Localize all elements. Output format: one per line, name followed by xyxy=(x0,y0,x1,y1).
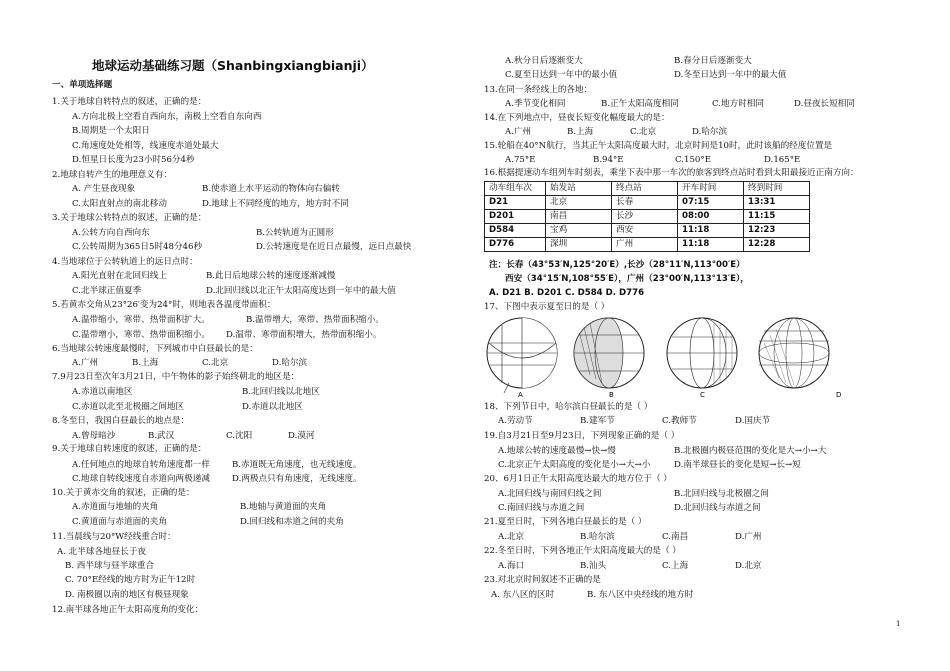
question-3: 3.关于地球公转特点的叙述，正确的是： xyxy=(52,213,207,223)
table-cell: 12:28 xyxy=(744,238,810,252)
q7-option-b: B.北回归线以北地区 xyxy=(242,387,320,397)
q4-option-d: D.北回归线以北正午太阳高度达到一年中的最大值 xyxy=(206,286,396,296)
table-cell: 08:00 xyxy=(678,210,744,224)
table-header: 终点站 xyxy=(612,182,678,196)
q6-option-a: A.广州 xyxy=(72,358,99,368)
q14-option-b: B.上海 xyxy=(567,127,594,137)
q15-option-a: A.75°E xyxy=(505,155,536,165)
q20-option-c: C.南回归线与赤道之间 xyxy=(498,503,585,513)
question-23: 23.对北京时间叙述不正确的是 xyxy=(484,575,601,585)
question-15: 15.轮船在40°N航行，当其正午太阳高度最大时，北京时间是10时，此时该船的经度位置是 xyxy=(484,141,833,151)
table-header: 始发站 xyxy=(546,182,612,196)
q12-option-c: C.夏至日达到一年中的最小值 xyxy=(505,70,618,80)
train-schedule-table xyxy=(484,181,810,252)
globe-c xyxy=(667,318,737,398)
table-cell: 长春 xyxy=(612,196,678,210)
q13-option-d: D.昼夜长短相同 xyxy=(794,99,855,109)
page-title: 地球运动基础练习题（Shanbingxiangbianji） xyxy=(92,58,374,73)
table-header: 开车时间 xyxy=(678,182,744,196)
table-cell: 广州 xyxy=(612,238,678,252)
q10-option-a: A.赤道面与地轴的夹角 xyxy=(72,502,159,512)
globe-b xyxy=(574,318,644,398)
table-cell: D776 xyxy=(485,238,546,252)
table-cell: 宝鸡 xyxy=(546,224,612,238)
q21-option-d: D.广州 xyxy=(735,532,762,542)
question-7: 7.9月23日至次年3月21日，中午物体的影子始终朝北的地区是： xyxy=(52,372,300,382)
question-5: 5.若黄赤交角从23°26′变为24°时，则地表各温度带面积： xyxy=(52,300,276,310)
question-12: 12.南半球各地正午太阳高度角的变化： xyxy=(52,605,204,615)
q6-option-c: C.北京 xyxy=(202,358,229,368)
globe-label-a: A xyxy=(518,391,523,398)
q3-option-a: A.公转方向自西向东 xyxy=(72,228,150,238)
q19-option-b: B.北极圈内极昼范围的变化是大→小→大 xyxy=(674,446,827,456)
q11-option-c: C. 70°E经线的地方时为正午12时 xyxy=(65,575,196,585)
table-cell: 11:18 xyxy=(678,238,744,252)
q1-option-a: A.方向北极上空看自西向东，南极上空看自东向西 xyxy=(72,112,262,122)
question-6: 6.当地球公转速度最慢时，下列城市中白昼最长的是： xyxy=(52,344,258,354)
question-22: 22.冬至日时，下列各地正午太阳高度最大的是（ ） xyxy=(484,546,681,556)
q15-option-b: B.94°E xyxy=(593,155,624,165)
globe-d xyxy=(759,318,841,398)
table-cell: 11:15 xyxy=(744,210,810,224)
globes-figure xyxy=(484,313,864,398)
question-4: 4.当地球位于公转轨道上的远日点时： xyxy=(52,257,198,267)
q7-option-a: A.赤道以南地区 xyxy=(72,387,133,397)
section-heading: 一、单项选择题 xyxy=(52,80,113,90)
q3-option-d: D.公转速度是在近日点最慢，远日点最快 xyxy=(256,242,412,252)
q7-option-d: D.赤道以北地区 xyxy=(242,402,303,412)
question-11: 11.当晨线与20°W经线重合时： xyxy=(52,532,176,542)
globe-label-b: B xyxy=(609,391,614,398)
q2-option-d: D.地球上不同经度的地方，地方时不同 xyxy=(202,199,349,209)
q5-option-d: D.温带、寒带面积增大，热带面积缩小。 xyxy=(226,330,382,340)
table-cell: 西安 xyxy=(612,224,678,238)
q9-option-d: D.两极点只有角速度，无线速度。 xyxy=(232,474,362,484)
q13-option-c: C.地方时相同 xyxy=(712,99,764,109)
q5-option-c: C.温带增小，寒带、热带面积缩小。 xyxy=(72,330,210,340)
q23-option-a: A. 东八区的区时 xyxy=(491,590,555,600)
q1-option-c: C.角速度处处相等，线速度赤道处最大 xyxy=(72,141,219,151)
q20-option-b: B.北回归线与北极圈之间 xyxy=(674,489,769,499)
table-row xyxy=(485,238,810,252)
globe-label-c: C xyxy=(700,391,705,398)
question-2: 2.地球自转产生的地理意义有： xyxy=(52,170,172,180)
q16-options: A. D21 B. D201 C. D584 D. D776 xyxy=(489,288,645,298)
q12-option-d: D.冬至日达到一年中的最大值 xyxy=(674,70,787,80)
q21-option-b: B.哈尔滨 xyxy=(580,532,615,542)
q8-option-d: D.漠河 xyxy=(288,431,315,441)
table-cell: D201 xyxy=(485,210,546,224)
question-9: 9.关于地球自转速度的叙述，正确的是： xyxy=(52,444,207,454)
table-header: 动车组车次 xyxy=(485,182,546,196)
table-row xyxy=(485,210,810,224)
q10-option-b: B.地轴与黄道面的夹角 xyxy=(240,502,327,512)
q22-option-c: C.上海 xyxy=(662,561,689,571)
table-cell: 深圳 xyxy=(546,238,612,252)
q18-option-d: D.国庆节 xyxy=(735,416,771,426)
q9-option-c: C.地球自转线速度自赤道向两极递减 xyxy=(72,474,210,484)
q12-option-b: B.春分日后逐渐变大 xyxy=(674,56,752,66)
q5-option-a: A.温带缩小，寒带、热带面积扩大。 xyxy=(72,315,210,325)
q7-option-c: C.赤道以北至北极圈之间地区 xyxy=(72,402,185,412)
q12-option-a: A.秋分日后逐渐变大 xyxy=(505,56,583,66)
q14-option-a: A.广州 xyxy=(505,127,532,137)
q22-option-d: D.北京 xyxy=(735,561,762,571)
question-8: 8.冬至日，我国白昼最长的地点是： xyxy=(52,416,190,426)
q8-option-b: B.武汉 xyxy=(148,431,175,441)
q4-option-b: B.此日后地球公转的速度逐渐减慢 xyxy=(206,271,336,281)
question-21: 21.夏至日时，下列各地白昼最长的是（ ） xyxy=(484,517,647,527)
question-19: 19.自3月21日至9月23日，下列现象正确的是（ ） xyxy=(484,431,680,441)
q20-option-d: D.北回归线与赤道之间 xyxy=(674,503,761,513)
q21-option-c: C.南昌 xyxy=(662,532,689,542)
q19-option-c: C.北京正午太阳高度的变化是小→大→小 xyxy=(498,460,651,470)
question-10: 10.关于黄赤交角的叙述，正确的是： xyxy=(52,488,195,498)
table-cell: 长沙 xyxy=(612,210,678,224)
globe-a xyxy=(487,318,557,398)
table-cell: 11:18 xyxy=(678,224,744,238)
question-17: 17、下图中表示夏至日的是（ ） xyxy=(484,302,610,312)
q2-option-b: B.使赤道上水平运动的物体向右偏转 xyxy=(202,184,340,194)
q11-option-d: D. 南极圈以南的地区有极昼现象 xyxy=(65,590,189,600)
question-16: 16.根据提速动车组列车时刻表，乘坐下表中那一车次的旅客到终点站时看到太阳最接近正南方向： xyxy=(484,168,859,178)
q15-option-c: C.150°E xyxy=(675,155,711,165)
q18-option-b: B.建军节 xyxy=(580,416,615,426)
table-cell: D584 xyxy=(485,224,546,238)
q10-option-d: D.回归线和赤道之间的夹角 xyxy=(240,517,344,527)
globe-label-d: D xyxy=(836,391,842,398)
q9-option-a: A.任何地点的地球自转角速度都一样 xyxy=(72,460,210,470)
q15-option-d: D.165°E xyxy=(764,155,801,165)
q13-option-b: B.正午太阳高度相同 xyxy=(601,99,679,109)
q18-option-c: C.教师节 xyxy=(662,416,697,426)
q14-option-d: D.哈尔滨 xyxy=(692,127,728,137)
q4-option-c: C.北半球正值夏季 xyxy=(72,286,142,296)
q3-option-b: B.公转轨道为正圆形 xyxy=(256,228,334,238)
q1-option-b: B.周期是一个太阳日 xyxy=(72,126,150,136)
question-13: 13.在同一条经线上的各地： xyxy=(484,85,593,95)
q1-option-d: D.恒星日长度为23小时56分4秒 xyxy=(72,155,195,165)
table-note-1: 注：长春（43°53′N,125°20′E）,长沙（28°11′N,113°00′E） xyxy=(489,260,745,270)
q22-option-a: A.海口 xyxy=(498,561,525,571)
table-header-row xyxy=(485,182,810,196)
q8-option-a: A.曾母暗沙 xyxy=(72,431,116,441)
q23-option-b: B. 东八区中央经线的地方时 xyxy=(587,590,694,600)
question-20: 20、6月1日正午太阳高度达最大的地方位于（ ） xyxy=(484,474,672,484)
q9-option-b: B.赤道既无角速度，也无线速度。 xyxy=(232,460,362,470)
q2-option-c: C.太阳直射点的南北移动 xyxy=(72,199,167,209)
q14-option-c: C.北京 xyxy=(630,127,657,137)
q6-option-b: B.上海 xyxy=(132,358,159,368)
q18-option-a: A.劳动节 xyxy=(498,416,533,426)
table-note-2: 西安（34°15′N,108°55′E），广州（23°00′N,113°13′E）， xyxy=(505,274,749,284)
table-header: 终到时间 xyxy=(744,182,810,196)
q22-option-b: B.汕头 xyxy=(580,561,607,571)
question-14: 14.在下列地点中，昼夜长短变化幅度最大的是： xyxy=(484,113,670,123)
table-row xyxy=(485,224,810,238)
q6-option-d: D.哈尔滨 xyxy=(272,358,308,368)
q21-option-a: A.北京 xyxy=(498,532,525,542)
table-row xyxy=(485,196,810,210)
q20-option-a: A.北回归线与南回归线之间 xyxy=(498,489,602,499)
q10-option-c: C.黄道面与赤道面的夹角 xyxy=(72,517,167,527)
q11-option-a: A. 北半球各地昼长于夜 xyxy=(57,547,147,557)
q5-option-b: B.温带增大，寒带、热带面积缩小。 xyxy=(246,315,384,325)
question-18: 18、下列节日中，哈尔滨白昼最长的是（ ） xyxy=(484,402,653,412)
question-1: 1.关于地球自转特点的叙述，正确的是： xyxy=(52,97,207,107)
table-cell: 12:23 xyxy=(744,224,810,238)
table-cell: 南昌 xyxy=(546,210,612,224)
q4-option-a: A.阳光直射在北回归线上 xyxy=(72,271,167,281)
table-cell: 13:31 xyxy=(744,196,810,210)
q19-option-d: D.南半球昼长的变化是短→长→短 xyxy=(674,460,801,470)
q19-option-a: A.地球公转的速度最慢→快→慢 xyxy=(498,446,616,456)
q3-option-c: C.公转周期为365日5时48分46秒 xyxy=(72,242,203,252)
table-cell: D21 xyxy=(485,196,546,210)
q8-option-c: C.沈阳 xyxy=(226,431,253,441)
q11-option-b: B. 西半球与昼半球重合 xyxy=(65,561,155,571)
page-number: 1 xyxy=(896,620,901,628)
table-cell: 北京 xyxy=(546,196,612,210)
table-cell: 07:15 xyxy=(678,196,744,210)
q2-option-a: A. 产生昼夜现象 xyxy=(72,184,136,194)
q13-option-a: A.季节变化相同 xyxy=(505,99,566,109)
